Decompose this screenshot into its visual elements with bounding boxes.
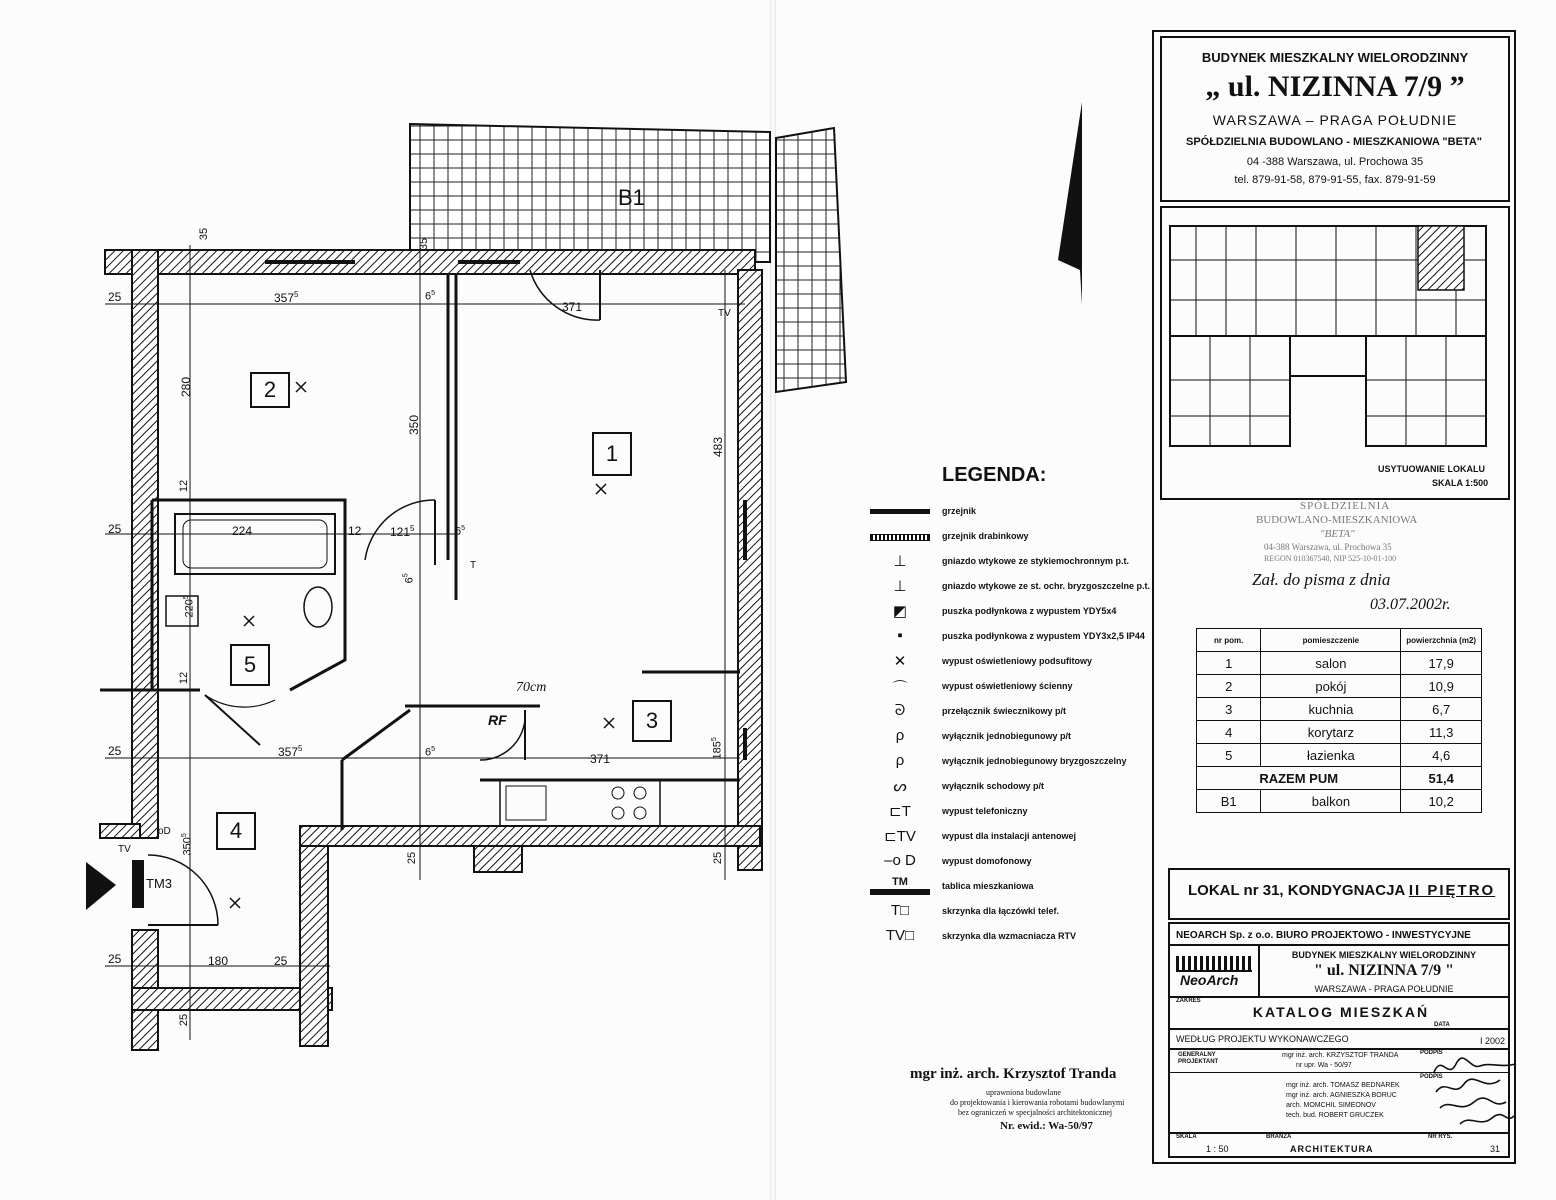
dim-label: 25 <box>406 851 419 865</box>
tv-outlet-label: TV <box>118 844 131 855</box>
legend-label: puszka podłynkowa z wypustem YDY3x2,5 IP44 <box>942 631 1145 641</box>
header-cell: nr pom. <box>1197 629 1261 652</box>
legend-item <box>860 877 1160 899</box>
legend-label: wypust dla instalacji antenowej <box>942 831 1077 841</box>
north-arrow-icon <box>1058 102 1082 305</box>
stamp-line: REGON 010367540, NIP 525-10-01-100 <box>1264 554 1397 563</box>
table-row <box>1197 744 1482 767</box>
legend-label: gniazdo wtykowe ze st. ochr. bryzgoszczelne p.t. <box>942 581 1151 591</box>
tb-label: DATA <box>1434 1022 1450 1028</box>
header-street: „ ul. NIZINNA 7/9 ” <box>1205 70 1465 103</box>
table-cell: 3 <box>1197 698 1261 721</box>
table-total-row <box>1197 767 1482 790</box>
outer-walls <box>100 250 762 1050</box>
dim-label: 180 <box>208 954 229 968</box>
legend-item <box>860 777 1160 799</box>
dim-label: 25 <box>108 522 122 536</box>
legend-label: wypust telefoniczny <box>942 806 1028 816</box>
phone-outlet-icon: ⊏T <box>889 803 911 820</box>
dim-label: 371 <box>590 752 611 766</box>
total-label: RAZEM PUM <box>1197 767 1401 790</box>
dim-label: 25 <box>274 954 288 968</box>
header-phones: tel. 879-91-58, 879-91-55, fax. 879-91-59 <box>1234 174 1436 186</box>
handwritten-note: 70cm <box>516 680 547 695</box>
legend-label: grzejnik <box>942 506 977 516</box>
dim-label: $6^5$ <box>402 573 416 584</box>
fridge-label: RF <box>488 712 507 728</box>
table-row <box>1197 721 1482 744</box>
table-cell: łazienka <box>1261 744 1401 767</box>
tv-outlet-label: TV <box>718 308 731 319</box>
legend-item <box>860 677 1160 699</box>
dim-label: 25 <box>712 851 725 865</box>
dim-label: $6^5$ <box>425 746 436 759</box>
dim-label: $220^5$ <box>182 595 196 618</box>
handwritten-date: 03.07.2002r. <box>1370 596 1451 613</box>
legend-item <box>860 902 1160 924</box>
room-number-1: 1 <box>592 432 632 476</box>
location-label: USYTUOWANIE LOKALU <box>1378 464 1485 474</box>
phone-outlet-label: T <box>470 560 477 571</box>
tb-team-member: mgr inż. arch. AGNIESZKA BORUC <box>1286 1092 1397 1099</box>
legend-label: tablica mieszkaniowa <box>942 881 1034 891</box>
tb-label: PODPIS <box>1420 1050 1443 1056</box>
tb-label: NR RYS. <box>1428 1134 1453 1140</box>
table-cell: 5 <box>1197 744 1261 767</box>
dimension-lines <box>105 245 745 1040</box>
stamp-line: SPÓŁDZIELNIA <box>1300 500 1391 512</box>
table-cell: 17,9 <box>1401 652 1482 675</box>
table-cell: 1 <box>1197 652 1261 675</box>
lokal-label: LOKAL nr 31, KONDYGNACJA <box>1188 882 1405 899</box>
logo-icon <box>1176 956 1252 972</box>
table-row <box>1197 698 1482 721</box>
handwritten-note: Zał. do pisma z dnia <box>1252 570 1391 589</box>
legend-item <box>860 527 1160 549</box>
legend-title: LEGENDA: <box>942 464 1047 486</box>
tb-team-member: mgr inż. arch. TOMASZ BEDNAREK <box>1286 1082 1400 1089</box>
legend-item <box>860 927 1160 949</box>
table-cell: B1 <box>1197 790 1261 813</box>
dim-label: 280 <box>179 376 194 398</box>
table-cell: 10,9 <box>1401 675 1482 698</box>
tb-label: SKALA <box>1176 1134 1197 1140</box>
tb-gp-reg: nr upr. Wa - 50/97 <box>1296 1062 1352 1069</box>
lokal-text <box>1188 882 1495 899</box>
tb-city: WARSZAWA - PRAGA POŁUDNIE <box>1314 984 1454 994</box>
stamp-line: "BETA" <box>1320 528 1355 540</box>
splashproof-switch-icon: ρ <box>895 752 905 769</box>
legend-label: wyłącznik jednobiegunowy bryzgoszczelny <box>942 756 1127 766</box>
dim-label: 12 <box>348 524 362 538</box>
table-cell: pokój <box>1261 675 1401 698</box>
bathtub <box>175 514 335 574</box>
radiator-icon <box>870 502 930 522</box>
dim-label: 12 <box>178 671 191 685</box>
antenna-outlet-icon: ⊏TV <box>884 828 916 845</box>
wall-light-icon: ⌒ <box>892 680 908 697</box>
panel-icon: TM <box>870 877 930 897</box>
header-cell: powierzchnia (m2) <box>1401 629 1482 652</box>
signature-image <box>1430 1050 1520 1130</box>
legend-label: wypust domofonowy <box>942 856 1032 866</box>
dim-label: 35 <box>418 237 431 251</box>
header-address: 04 -388 Warszawa, ul. Prochowa 35 <box>1246 156 1424 168</box>
location-map <box>1166 220 1500 460</box>
room-number-3: 3 <box>632 700 672 742</box>
dim-label: 483 <box>711 436 726 458</box>
lokal-floor: II PIĘTRO <box>1408 882 1496 899</box>
tb-label: GENERALNY PROJEKTANT <box>1178 1052 1219 1065</box>
panel-icon <box>132 860 144 908</box>
tb-label: BRANŻA <box>1266 1134 1292 1140</box>
header-cell: pomieszczenie <box>1261 629 1401 652</box>
dim-label: $350^5$ <box>180 833 194 856</box>
table-cell: kuchnia <box>1261 698 1401 721</box>
dim-label: 12 <box>178 479 191 493</box>
table-row <box>1197 652 1482 675</box>
dim-label: 224 <box>232 524 253 538</box>
neoarch-logo: NeoArch <box>1180 972 1239 988</box>
tb-branch: ARCHITEKTURA <box>1290 1144 1374 1154</box>
table-cell: korytarz <box>1261 721 1401 744</box>
phone-box-icon: T□ <box>890 902 910 919</box>
stair-switch-icon: ᔕ <box>893 778 907 795</box>
chandelier-switch-icon: ᘐ <box>894 702 906 719</box>
legend-label: gniazdo wtykowe ze stykiemochronnym p.t. <box>942 556 1130 566</box>
intercom-icon: –o D <box>884 852 916 869</box>
table-cell: 4 <box>1197 721 1261 744</box>
legend-item <box>860 827 1160 849</box>
stamp-line: 04-388 Warszawa, ul. Prochowa 35 <box>1264 542 1392 552</box>
table-cell: 2 <box>1197 675 1261 698</box>
legend-item <box>860 852 1160 874</box>
legend-item <box>860 727 1160 749</box>
legend-label: wypust oświetleniowy podsufitowy <box>942 656 1093 666</box>
legend-label: przełącznik świecznikowy p/t <box>942 706 1067 716</box>
windows <box>265 262 745 760</box>
tb-label: PODPIS <box>1420 1074 1443 1080</box>
table-cell: balkon <box>1261 790 1401 813</box>
balcony-label: B1 <box>618 185 645 210</box>
signer-line: do projektowania i kierowania robotami budowlanymi <box>950 1098 1125 1107</box>
ceiling-light-icon: ✕ <box>893 653 907 670</box>
kitchen-counter <box>500 780 660 826</box>
dim-label: 25 <box>108 744 122 758</box>
dim-label: $6^5$ <box>455 525 466 538</box>
switch-icon: ρ <box>895 727 905 744</box>
tb-date: I 2002 <box>1480 1036 1506 1046</box>
legend-item <box>860 752 1160 774</box>
total-value: 51,4 <box>1401 767 1482 790</box>
legend-item <box>860 602 1160 624</box>
room-table-header <box>1197 629 1482 652</box>
dim-label: 25 <box>178 1013 191 1027</box>
header-line1: BUDYNEK MIESZKALNY WIELORODZINNY <box>1201 50 1469 65</box>
tb-gp-name: mgr inż. arch. KRZYSZTOF TRANDA <box>1282 1052 1399 1059</box>
table-cell: 11,3 <box>1401 721 1482 744</box>
signer-line: bez ograniczeń w specjalności architektonicznej <box>958 1108 1113 1117</box>
legend-label: skrzynka dla łączówki telef. <box>942 906 1060 916</box>
legend-item <box>860 627 1160 649</box>
tb-label: ZAKRES <box>1176 998 1201 1004</box>
legend-label: wyłącznik schodowy p/t <box>942 781 1045 791</box>
legend-label: grzejnik drabinkowy <box>942 531 1029 541</box>
panel-label: TM3 <box>146 876 172 891</box>
tb-sheet-number: 31 <box>1490 1144 1501 1154</box>
tb-team-member: tech. bud. ROBERT GRUCZEK <box>1286 1112 1384 1119</box>
room-table <box>1196 628 1482 813</box>
dim-label: 25 <box>108 952 122 966</box>
dim-label: 25 <box>108 290 122 304</box>
dim-label: $357^5$ <box>274 290 299 305</box>
tb-team-member: arch. MOMCHIL SIMEONOV <box>1286 1102 1376 1109</box>
header-city: WARSZAWA – PRAGA POŁUDNIE <box>1212 112 1458 128</box>
table-cell: salon <box>1261 652 1401 675</box>
tb-street: " ul. NIZINNA 7/9 " <box>1313 962 1454 979</box>
table-row <box>1197 675 1482 698</box>
location-scale: SKALA 1:500 <box>1432 478 1489 488</box>
legend-item <box>860 652 1160 674</box>
signer-reg: Nr. ewid.: Wa-50/97 <box>1000 1120 1093 1132</box>
table-cell: 10,2 <box>1401 790 1482 813</box>
box-ip44-icon: ▪ <box>897 627 903 644</box>
legend-item <box>860 577 1160 599</box>
legend-item <box>860 552 1160 574</box>
tb-zakres: KATALOG MIESZKAŃ <box>1252 1004 1430 1020</box>
dim-label: $185^5$ <box>710 737 724 760</box>
tb-building: BUDYNEK MIESZKALNY WIELORODZINNY <box>1291 950 1477 960</box>
signer-line: uprawniona budowlane <box>986 1088 1061 1097</box>
legend-label: skrzynka dla wzmacniacza RTV <box>942 931 1077 941</box>
intercom-label: oD <box>158 826 171 837</box>
legend-item <box>860 702 1160 724</box>
box-icon: ◩ <box>892 603 908 620</box>
dim-label: 371 <box>562 300 583 314</box>
firm-name: NEOARCH Sp. z o.o. BIURO PROJEKTOWO - INWESTYCYJNE <box>1176 930 1471 941</box>
stamp-line: BUDOWLANO-MIESZKANIOWA <box>1256 514 1418 526</box>
dim-label: $6^5$ <box>425 290 436 303</box>
socket-icon: ⊥ <box>893 553 907 570</box>
tb-scale: 1 : 50 <box>1206 1144 1229 1154</box>
dim-label: $121^5$ <box>390 524 415 539</box>
table-cell: 6,7 <box>1401 698 1482 721</box>
header-coop: SPÓŁDZIELNIA BUDOWLANO - MIESZKANIOWA "BETA" <box>1185 136 1482 148</box>
dim-label: 35 <box>198 227 211 241</box>
rtv-box-icon: TV□ <box>885 927 915 944</box>
legend-label: wypust oświetleniowy ścienny <box>942 681 1073 691</box>
legend-item <box>860 502 1160 524</box>
room-number-4: 4 <box>216 812 256 850</box>
table-cell: 4,6 <box>1401 744 1482 767</box>
tb-wg: WEDŁUG PROJEKTU WYKONAWCZEGO <box>1176 1034 1349 1044</box>
legend-label: wyłącznik jednobiegunowy p/t <box>942 731 1072 741</box>
legend-label: puszka podłynkowa z wypustem YDY5x4 <box>942 606 1117 616</box>
room-number-2: 2 <box>250 372 290 408</box>
table-row <box>1197 790 1482 813</box>
splashproof-socket-icon: ⊥ <box>893 578 907 595</box>
legend-item <box>860 802 1160 824</box>
dim-label: $357^5$ <box>278 744 303 759</box>
signer-name: mgr inż. arch. Krzysztof Tranda <box>910 1066 1117 1082</box>
ladder-radiator-icon <box>870 527 930 547</box>
entrance-arrow-icon <box>86 862 116 910</box>
room-number-5: 5 <box>230 644 270 686</box>
dim-label: 350 <box>407 414 422 436</box>
